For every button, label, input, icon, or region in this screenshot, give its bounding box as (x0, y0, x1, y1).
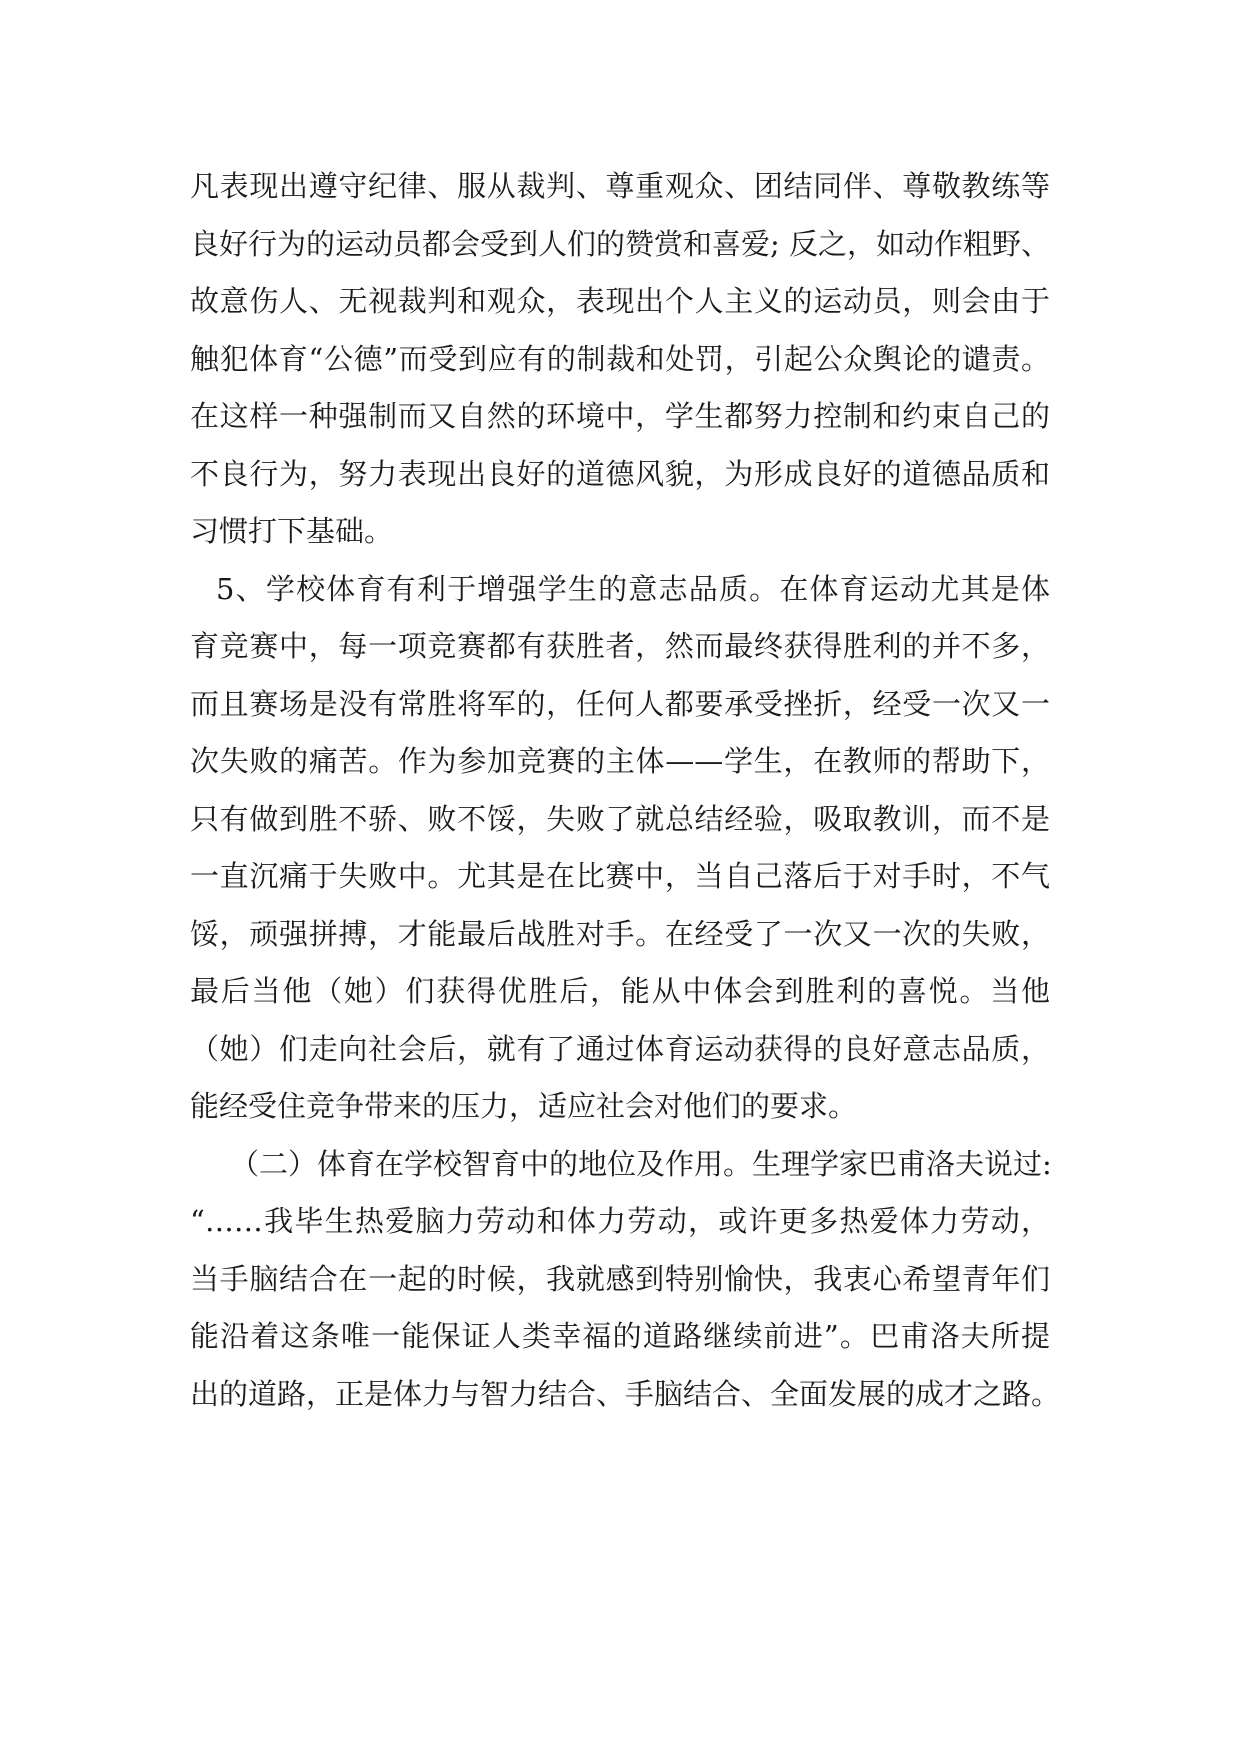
text-line: 最后当他（她）们获得优胜后，能从中体会到胜利的喜悦。当他 (190, 974, 1050, 1008)
text-line: 不良行为，努力表现出良好的道德风貌，为形成良好的道德品质和 (190, 456, 1050, 491)
text-line: 能沿着这条唯一能保证人类幸福的道路继续前进”。巴甫洛夫所提 (190, 1319, 1050, 1353)
text-line: 而且赛场是没有常胜将军的，任何人都要承受挫折，经受一次又一 (190, 686, 1050, 721)
text-line: 触犯体育“公德”而受到应有的制裁和处罚，引起公众舆论的谴责。 (190, 341, 1050, 376)
section-5-heading-line: 5、学校体育有利于增强学生的意志品质。在体育运动尤其是体 (216, 571, 1050, 606)
text-line: “……我毕生热爱脑力劳动和体力劳动，或许更多热爱体力劳动， (190, 1204, 1050, 1238)
text-line: 馁，顽强拼搏，才能最后战胜对手。在经受了一次又一次的失败， (190, 916, 1050, 951)
text-line: 能经受住竞争带来的压力，适应社会对他们的要求。 (190, 1089, 858, 1123)
text-line: 良好行为的运动员都会受到人们的赞赏和喜爱; 反之，如动作粗野、 (190, 226, 1050, 261)
text-line: 凡表现出遵守纪律、服从裁判、尊重观众、团结同伴、尊敬教练等 (190, 169, 1050, 203)
text-line: （她）们走向社会后，就有了通过体育运动获得的良好意志品质， (190, 1031, 1050, 1066)
text-line: 次失败的痛苦。作为参加竞赛的主体——学生，在教师的帮助下， (190, 744, 1050, 778)
body-text (190, 158, 1061, 1423)
text-line: 习惯打下基础。 (190, 514, 394, 548)
text-line: 在这样一种强制而又自然的环境中，学生都努力控制和约束自己的 (190, 399, 1050, 433)
text-line: 出的道路，正是体力与智力结合、手脑结合、全面发展的成才之路。 (190, 1376, 1061, 1411)
text-line: 只有做到胜不骄、败不馁，失败了就总结经验，吸取教训，而不是 (190, 801, 1050, 836)
text-line: 一直沉痛于失败中。尤其是在比赛中，当自己落后于对手时，不气 (190, 859, 1050, 893)
section-2-heading-line: （二）体育在学校智育中的地位及作用。生理学家巴甫洛夫说过: (230, 1146, 1052, 1181)
text-line: 育竞赛中，每一项竞赛都有获胜者，然而最终获得胜利的并不多， (190, 629, 1050, 663)
text-line: 当手脑结合在一起的时候，我就感到特别愉快，我衷心希望青年们 (190, 1261, 1050, 1296)
text-line: 故意伤人、无视裁判和观众，表现出个人主义的运动员，则会由于 (190, 284, 1050, 318)
